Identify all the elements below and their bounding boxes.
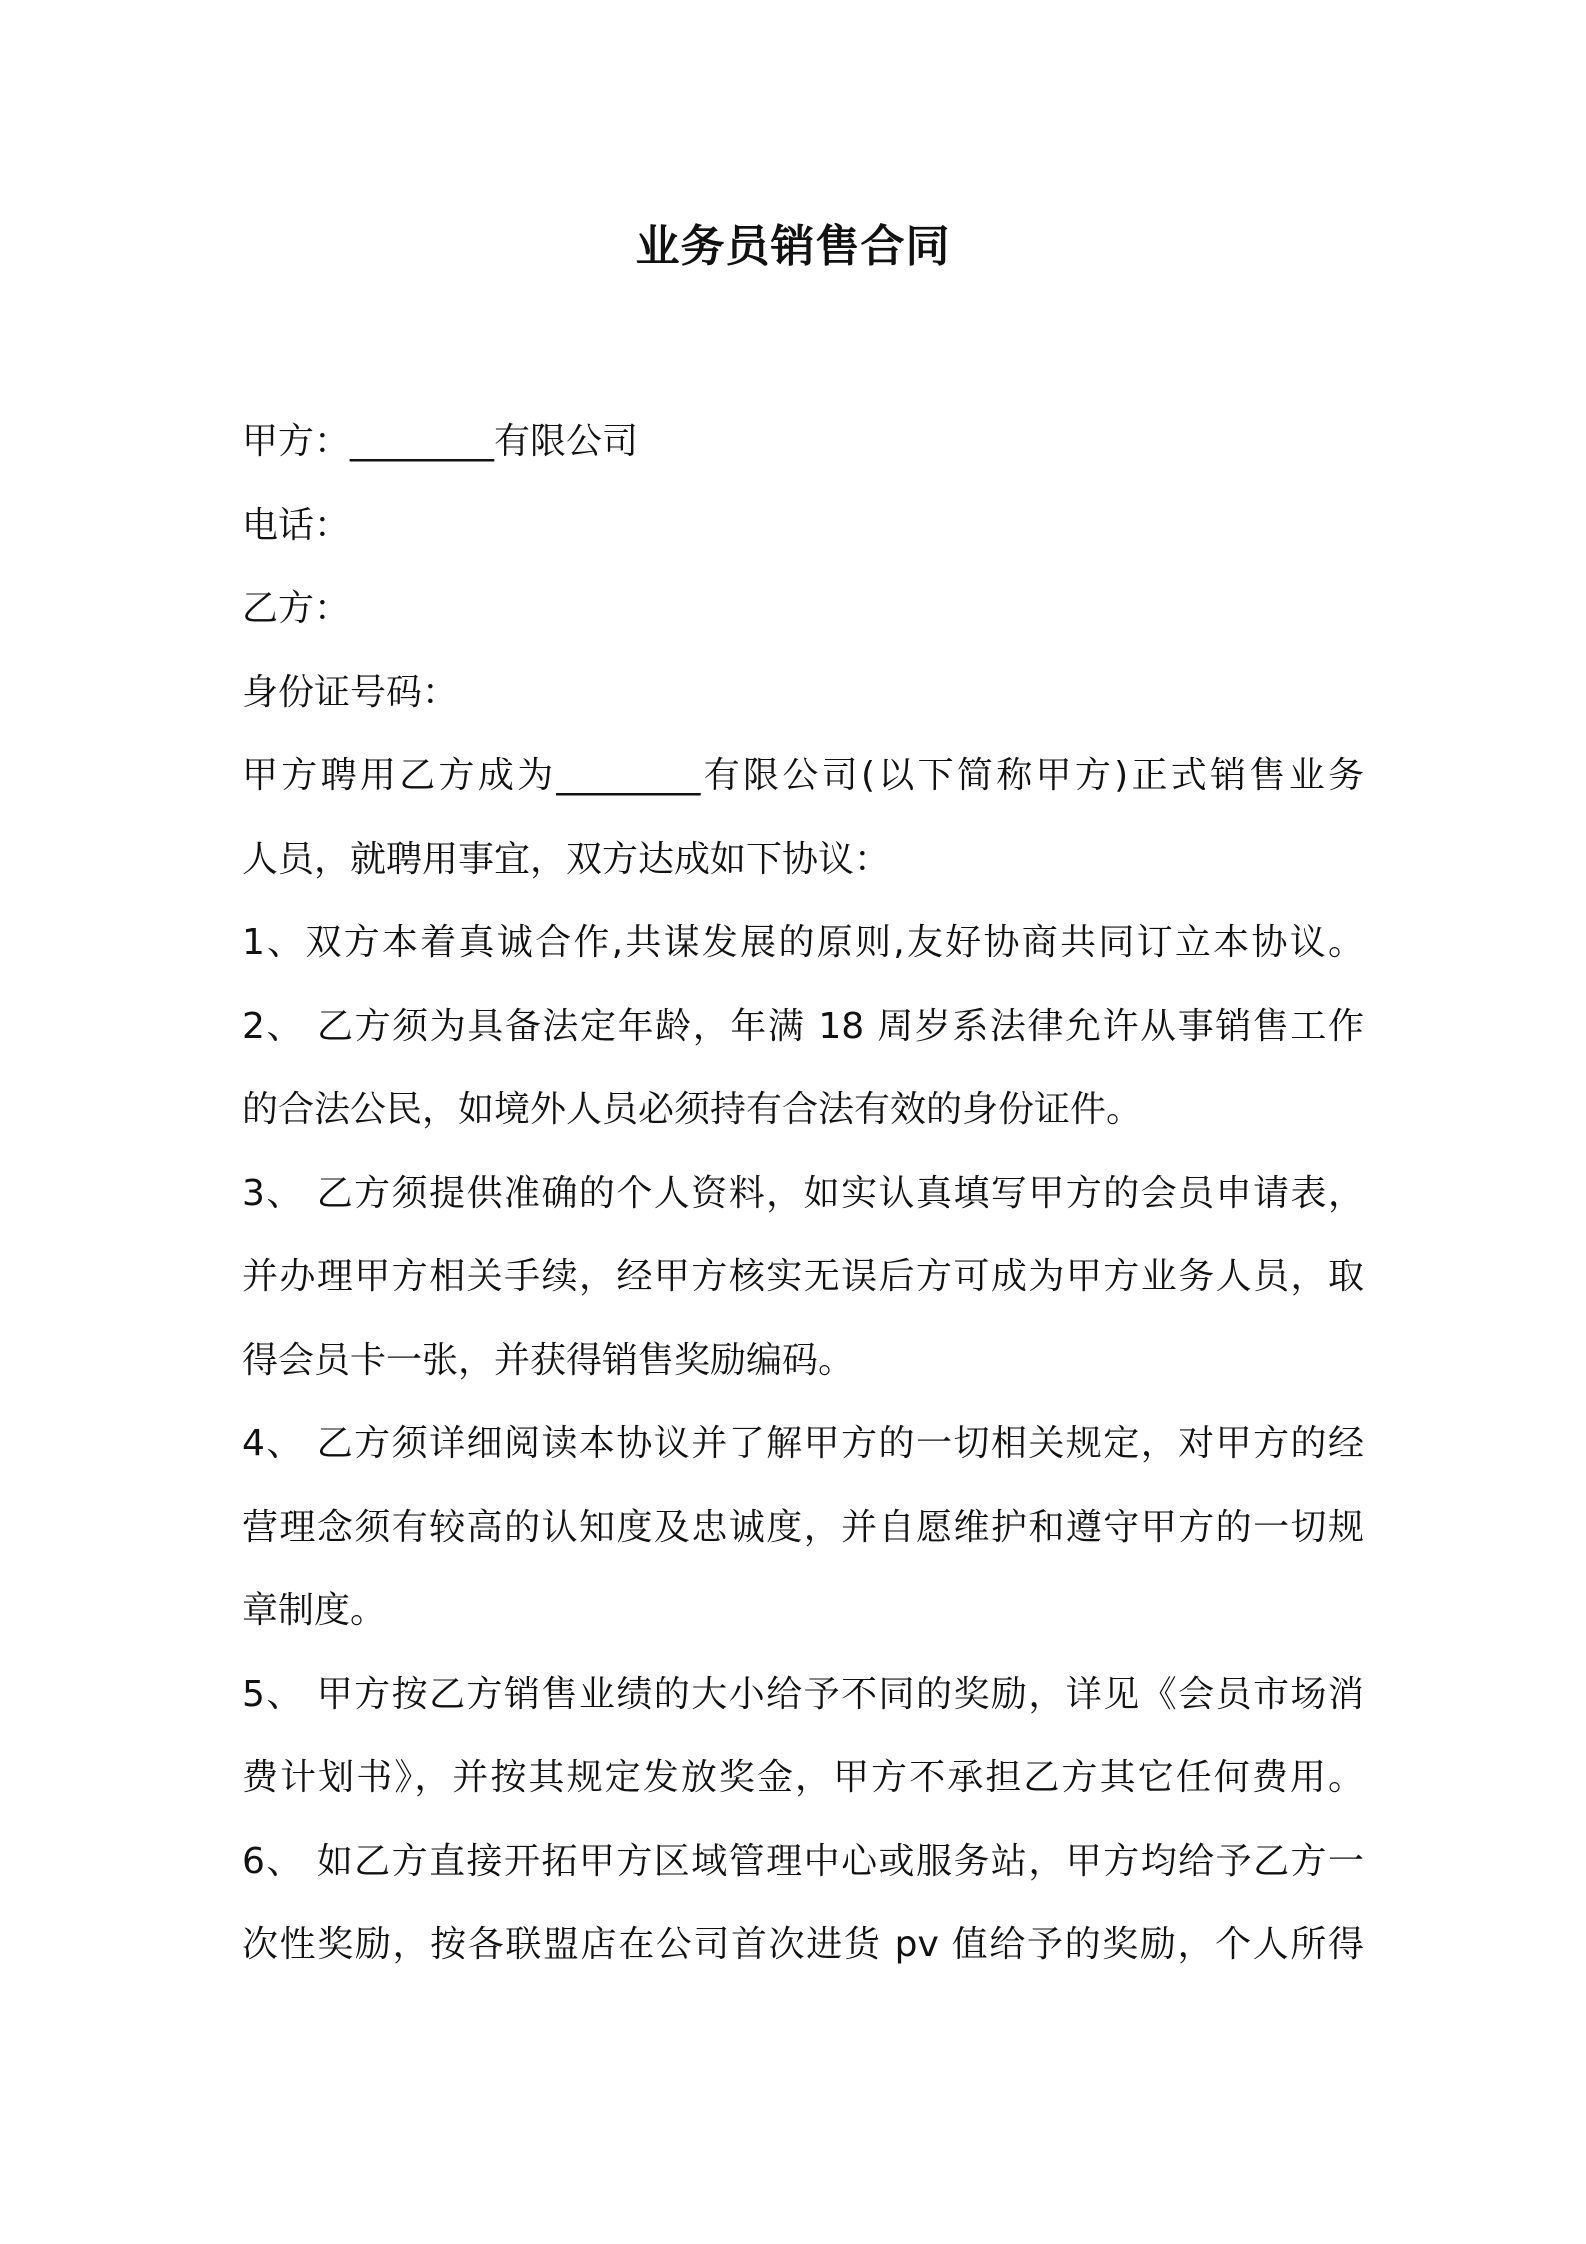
intro-paragraph-line: 人员，就聘用事宜，双方达成如下协议： bbox=[242, 838, 891, 880]
clause-6-line: 6、 如乙方直接开拓甲方区域管理中心或服务站，甲方均给予乙方一 bbox=[242, 1840, 1364, 1882]
clause-4-line: 营理念须有较高的认知度及忠诚度，并自愿维护和遵守甲方的一切规 bbox=[242, 1506, 1364, 1548]
clause-5-line: 费计划书》，并按其规定发放奖金，甲方不承担乙方其它任何费用。 bbox=[242, 1757, 1364, 1798]
clause-3-line: 3、 乙方须提供准确的个人资料，如实认真填写甲方的会员申请表， bbox=[242, 1172, 1364, 1214]
clause-3-line: 并办理甲方相关手续，经甲方核实无误后方可成为甲方业务人员，取 bbox=[242, 1256, 1364, 1297]
clause-5-line: 5、 甲方按乙方销售业绩的大小给予不同的奖励，详见《会员市场消 bbox=[242, 1673, 1364, 1715]
clause-4-line: 4、 乙方须详细阅读本协议并了解甲方的一切相关规定，对甲方的经 bbox=[242, 1423, 1364, 1464]
document-title: 业务员销售合同 bbox=[635, 221, 951, 272]
clause-2-line: 的合法公民，如境外人员必须持有合法有效的身份证件。 bbox=[242, 1089, 1143, 1130]
phone-line: 电话： bbox=[242, 504, 351, 546]
intro-paragraph-line: 甲方聘用乙方成为________有限公司(以下简称甲方)正式销售业务 bbox=[242, 755, 1364, 796]
clause-4-line: 章制度。 bbox=[242, 1590, 387, 1631]
id-number-line: 身份证号码： bbox=[242, 671, 459, 713]
document-body bbox=[242, 400, 1364, 1987]
party-b-line: 乙方： bbox=[242, 588, 351, 629]
clause-3-line: 得会员卡一张，并获得销售奖励编码。 bbox=[242, 1339, 855, 1381]
clause-2-line: 2、 乙方须为具备法定年龄，年满 18 周岁系法律允许从事销售工作 bbox=[242, 1005, 1364, 1047]
clause-6-line: 次性奖励，按各联盟店在公司首次进货 pv 值给予的奖励，个人所得 bbox=[242, 1924, 1364, 1965]
clause-1-line: 1、双方本着真诚合作,共谋发展的原则,友好协商共同订立本协议。 bbox=[242, 922, 1364, 963]
party-a-line: 甲方：________有限公司 bbox=[242, 421, 639, 462]
